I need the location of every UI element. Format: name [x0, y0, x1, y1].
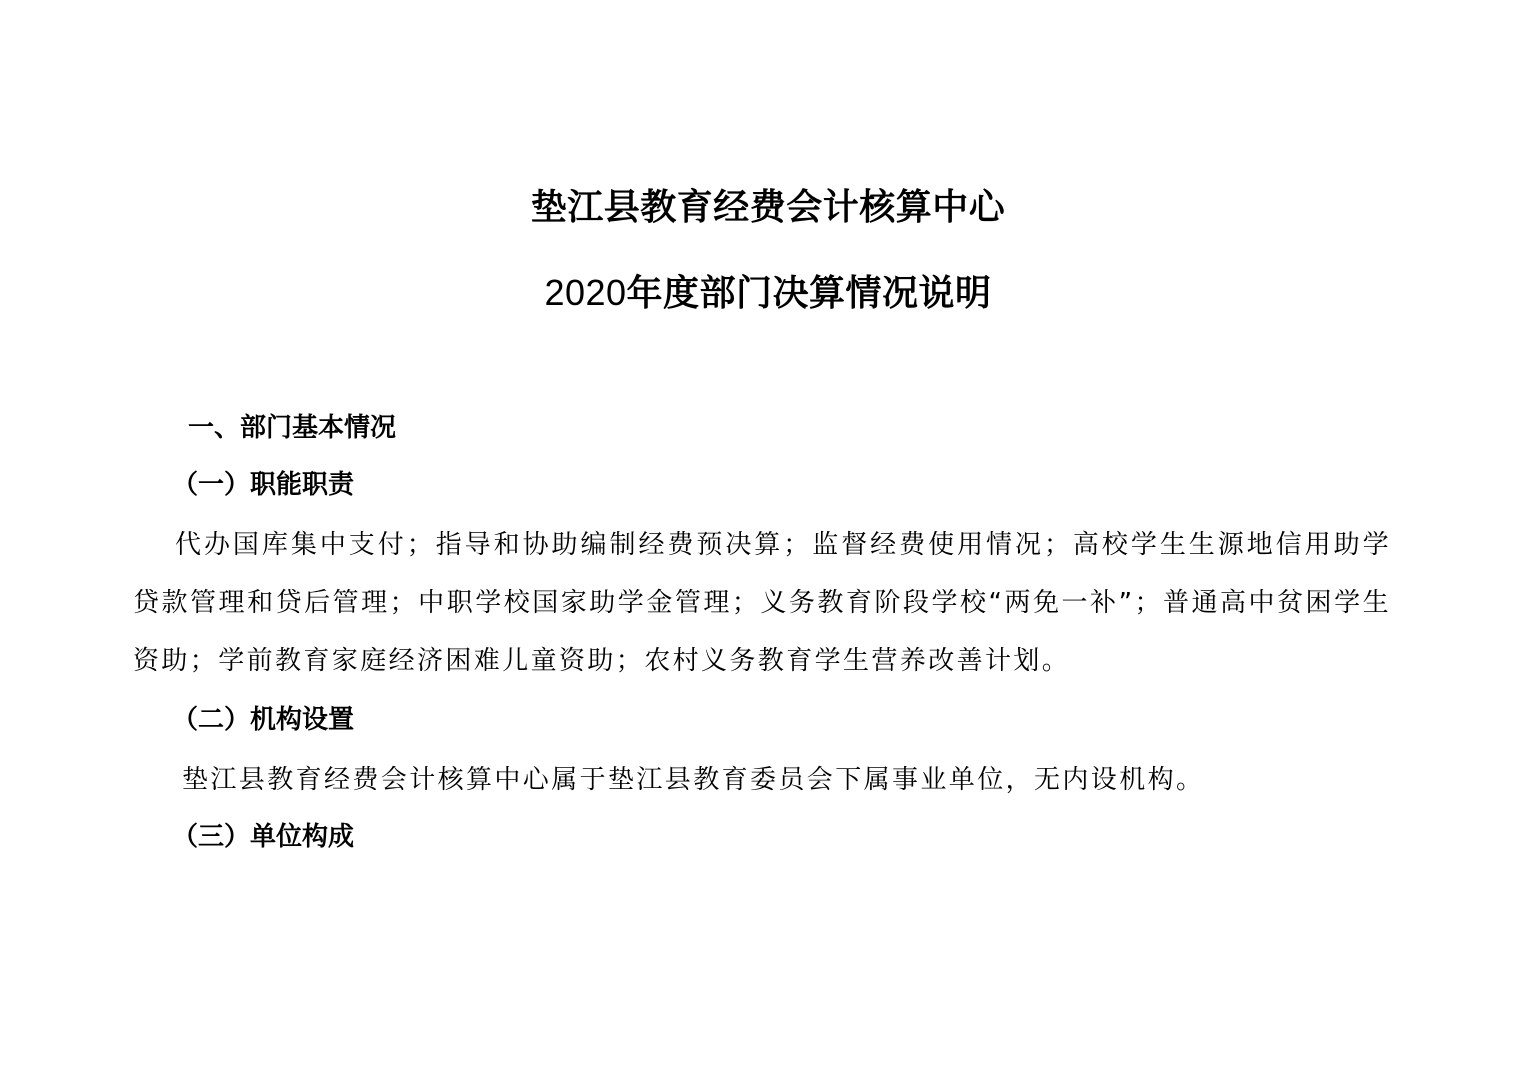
- section-heading-basic-info: 一、部门基本情况: [188, 413, 397, 443]
- document-subtitle: [0, 273, 1520, 313]
- functions-paragraph: 代办国库集中支付；指导和协助编制经费预决算；监督经费使用情况；高校学生生源地信用助学贷款管理和贷后管理；中职学校国家助学金管理；义务教育阶段学校“两免一补”；普通高中贫困学生资助；学前教育家庭经济困难儿童资助；农村义务教育学生营养改善计划。: [133, 530, 1391, 676]
- document-title: 垫江县教育经费会计核算中心: [530, 186, 1006, 228]
- organization-paragraph: 垫江县教育经费会计核算中心属于垫江县教育委员会下属事业单位，无内设机构。: [182, 765, 1205, 795]
- subtitle-text: 年度部门决算情况说明: [626, 272, 992, 314]
- subsection-heading-functions: （一）职能职责: [172, 470, 355, 500]
- subsection-heading-organization: （二）机构设置: [172, 705, 355, 735]
- subsection-heading-composition: （三）单位构成: [172, 822, 355, 852]
- subtitle-year: 2020: [544, 272, 627, 313]
